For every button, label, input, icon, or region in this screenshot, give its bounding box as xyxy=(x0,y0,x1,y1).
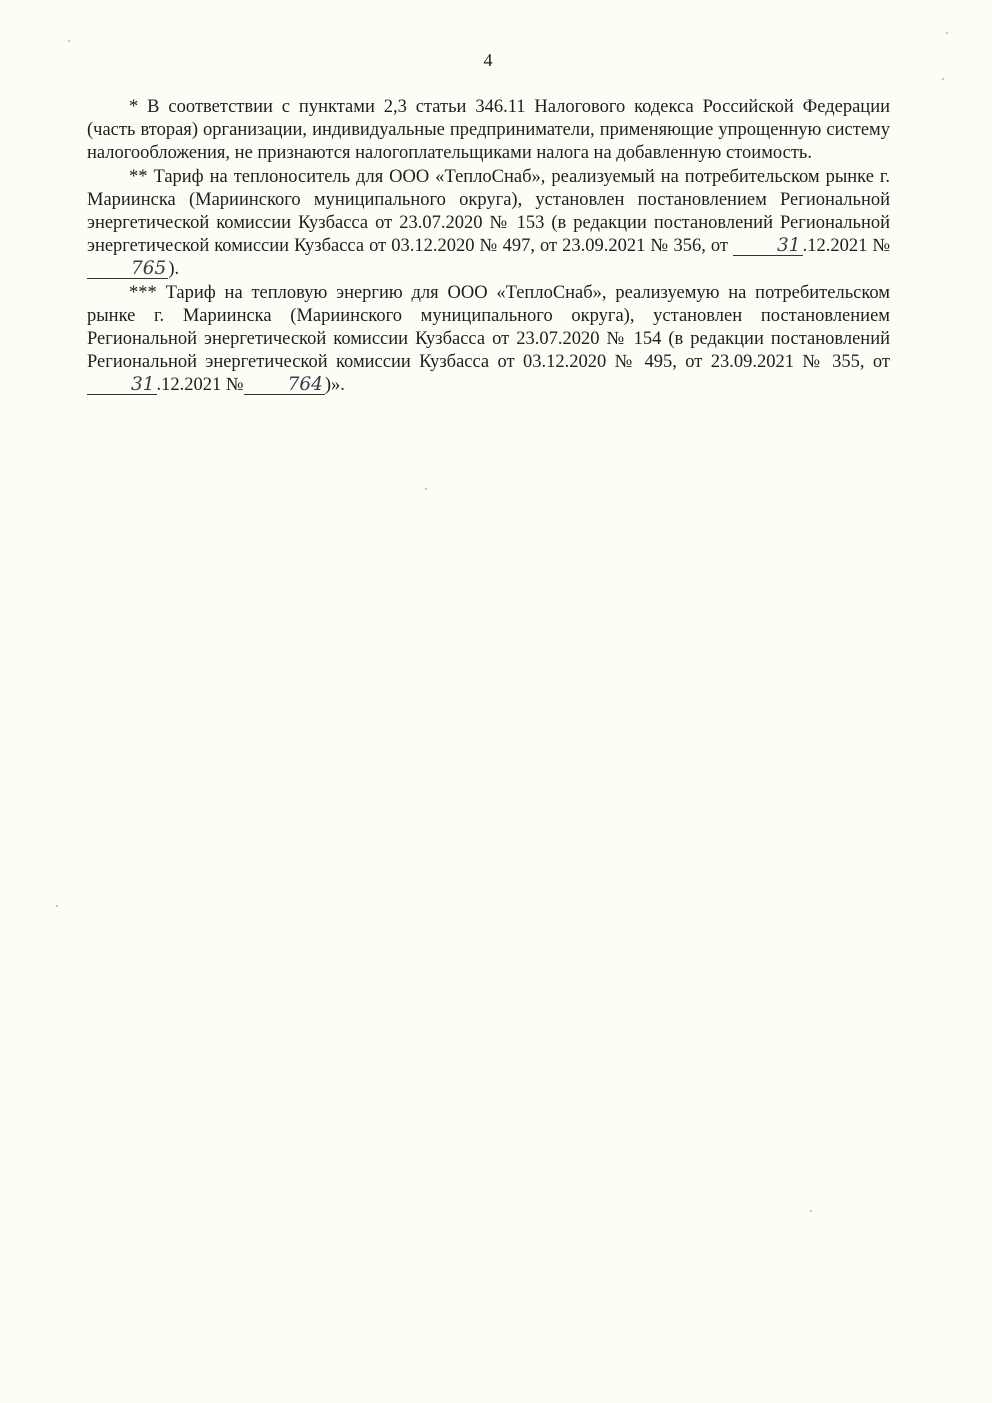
scan-speck xyxy=(425,488,427,490)
handwritten-number: 764 xyxy=(244,376,325,395)
footnote-coolant-tariff xyxy=(87,166,890,282)
footnote-heat-tariff xyxy=(87,282,890,398)
scan-speck xyxy=(810,1210,812,1212)
footnote-text-end: )». xyxy=(324,375,345,396)
footnote-text-end: ). xyxy=(168,259,180,280)
footnote-marker: * xyxy=(129,97,139,117)
scan-speck xyxy=(68,40,70,42)
footnote-vat xyxy=(87,96,890,166)
handwritten-day: 31 xyxy=(87,376,157,395)
handwritten-day: 31 xyxy=(733,237,803,256)
footnote-text-mid: .12.2021 № xyxy=(156,375,244,396)
scan-speck xyxy=(942,78,944,80)
footnote-text-mid: .12.2021 № xyxy=(802,236,890,257)
scan-speck xyxy=(946,32,948,34)
footnote-marker: ** xyxy=(129,166,148,187)
footnote-text: Тариф на теплоноситель для ООО «ТеплоСнаб», реализуемый на потребительском рынке г. Мариинска (Мариинского муниципального округа), установлен постановлением Региональной энергетической комиссии Кузбасса от 23.07.2020 № 153 (в редакции постановлений Региональной энергетической комиссии Кузбасса от 03.12.2020 № 497, от 23.09.2021 № 356, от xyxy=(87,166,891,257)
scan-speck xyxy=(56,905,58,907)
footnote-text: Тариф на тепловую энергию для ООО «ТеплоСнаб», реализуемую на потребительском рынке г. Мариинска (Мариинского муниципального округа), установлен постановлением Региональной энергетической комиссии Кузбасса от 23.07.2020 № 154 (в редакции постановлений Региональной энергетической комиссии Кузбасса от 03.12.2020 № 495, от 23.09.2021 № 355, от xyxy=(87,282,891,373)
page-number: 4 xyxy=(483,50,493,70)
handwritten-number: 765 xyxy=(87,260,168,279)
footnote-marker: *** xyxy=(129,282,157,303)
footnotes xyxy=(87,96,890,398)
footnote-text: В соответствии с пунктами 2,3 статьи 346.11 Налогового кодекса Российской Федерации (часть вторая) организации, индивидуальные предприниматели, применяющие упрощенную систему налогообложения, не признаются налогоплательщиками налога на добавленную стоимость. xyxy=(87,97,891,164)
